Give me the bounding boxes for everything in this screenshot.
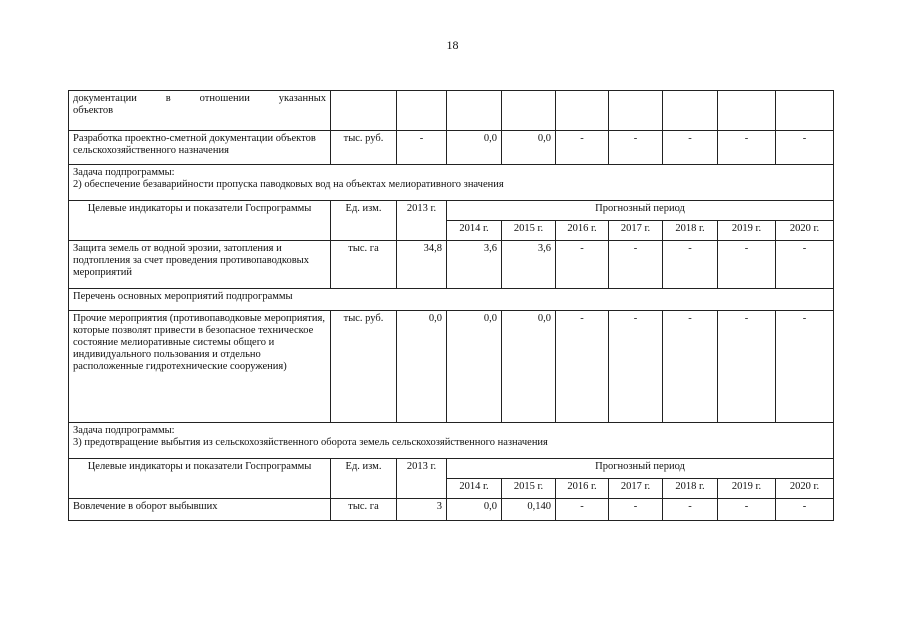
value-cell: 3,6 <box>447 241 502 289</box>
task-text: 3) предотвращение выбытия из сельскохозяйственного оборота земель сельскохозяйственного назначения <box>73 437 548 448</box>
header-year: 2014 г. <box>447 479 502 499</box>
value-cell: - <box>776 499 834 521</box>
header-year: 2015 г. <box>502 221 556 241</box>
header-year: 2019 г. <box>718 479 776 499</box>
unit-cell: тыс. га <box>331 241 397 289</box>
task-text: 2) обеспечение безаварийности пропуска паводковых вод на объектах мелиоративного значения <box>73 179 504 190</box>
header-unit: Ед. изм. <box>331 201 397 241</box>
section-title: Перечень основных мероприятий подпрограммы <box>69 289 834 311</box>
header-year: 2017 г. <box>609 221 663 241</box>
value-cell: - <box>609 131 663 165</box>
header-row <box>69 459 834 479</box>
value-cell: 0,0 <box>447 311 502 423</box>
task-label: Задача подпрограммы: <box>73 167 175 178</box>
header-year: 2019 г. <box>718 221 776 241</box>
empty-cell <box>776 91 834 131</box>
table-row <box>69 91 834 131</box>
row-name-cell: Защита земель от водной эрозии, затопления и подтопления за счет проведения противопаводковых мероприятий <box>69 241 331 289</box>
task-cell <box>69 423 834 459</box>
table-row <box>69 499 834 521</box>
value-cell: - <box>663 241 718 289</box>
empty-cell <box>447 91 502 131</box>
value-cell: 0,0 <box>502 131 556 165</box>
task-cell <box>69 165 834 201</box>
value-cell: - <box>609 241 663 289</box>
indicators-table <box>68 90 834 521</box>
header-year: 2018 г. <box>663 479 718 499</box>
header-year: 2017 г. <box>609 479 663 499</box>
page-number: 18 <box>446 38 459 52</box>
value-cell: - <box>609 499 663 521</box>
unit-cell: тыс. руб. <box>331 131 397 165</box>
value-cell: - <box>556 241 609 289</box>
empty-cell <box>331 91 397 131</box>
empty-cell <box>609 91 663 131</box>
empty-cell <box>397 91 447 131</box>
value-cell: 3,6 <box>502 241 556 289</box>
header-year: 2020 г. <box>776 221 834 241</box>
row-name-cell: Прочие мероприятия (противопаводковые мероприятия, которые позволят привести в безопасное техническое состояние мелиоративные системы общего и индивидуального пользования и отдельно расположенные гидротехнические сооружения) <box>69 311 331 423</box>
table-row <box>69 131 834 165</box>
header-indicators: Целевые индикаторы и показатели Госпрограммы <box>69 201 331 241</box>
empty-cell <box>556 91 609 131</box>
value-cell: - <box>776 241 834 289</box>
value-cell: - <box>776 311 834 423</box>
header-forecast: Прогнозный период <box>447 459 834 479</box>
unit-cell: тыс. руб. <box>331 311 397 423</box>
task-row <box>69 423 834 459</box>
value-cell: - <box>718 311 776 423</box>
header-year: 2018 г. <box>663 221 718 241</box>
header-unit: Ед. изм. <box>331 459 397 499</box>
value-cell: 0,0 <box>502 311 556 423</box>
header-base-year: 2013 г. <box>397 201 447 241</box>
value-cell: - <box>556 499 609 521</box>
task-label: Задача подпрограммы: <box>73 425 175 436</box>
task-row <box>69 165 834 201</box>
value-cell: - <box>397 131 447 165</box>
value-cell: - <box>663 131 718 165</box>
header-year: 2016 г. <box>556 221 609 241</box>
value-cell: - <box>663 311 718 423</box>
value-cell: - <box>718 241 776 289</box>
value-cell: - <box>609 311 663 423</box>
value-cell: 0,0 <box>447 131 502 165</box>
row-name-cell: Вовлечение в оборот выбывших <box>69 499 331 521</box>
unit-cell: тыс. га <box>331 499 397 521</box>
header-year: 2015 г. <box>502 479 556 499</box>
section-row <box>69 289 834 311</box>
header-year: 2014 г. <box>447 221 502 241</box>
header-year: 2016 г. <box>556 479 609 499</box>
value-cell: - <box>718 499 776 521</box>
table-row <box>69 241 834 289</box>
value-cell: - <box>556 131 609 165</box>
header-indicators: Целевые индикаторы и показатели Госпрограммы <box>69 459 331 499</box>
value-cell: 0,0 <box>447 499 502 521</box>
row-name-line: документации в отношении указанных <box>73 93 326 104</box>
value-cell: - <box>663 499 718 521</box>
header-forecast: Прогнозный период <box>447 201 834 221</box>
value-cell: 0,0 <box>397 311 447 423</box>
row-name-cell: Разработка проектно-сметной документации объектов сельскохозяйственного назначения <box>69 131 331 165</box>
row-name-cell <box>69 91 331 131</box>
empty-cell <box>663 91 718 131</box>
value-cell: - <box>556 311 609 423</box>
table-row <box>69 311 834 423</box>
empty-cell <box>718 91 776 131</box>
value-cell: 3 <box>397 499 447 521</box>
value-cell: - <box>718 131 776 165</box>
empty-cell <box>502 91 556 131</box>
value-cell: 34,8 <box>397 241 447 289</box>
value-cell: 0,140 <box>502 499 556 521</box>
value-cell: - <box>776 131 834 165</box>
header-row <box>69 201 834 221</box>
row-name-line: объектов <box>73 105 114 116</box>
header-base-year: 2013 г. <box>397 459 447 499</box>
header-year: 2020 г. <box>776 479 834 499</box>
